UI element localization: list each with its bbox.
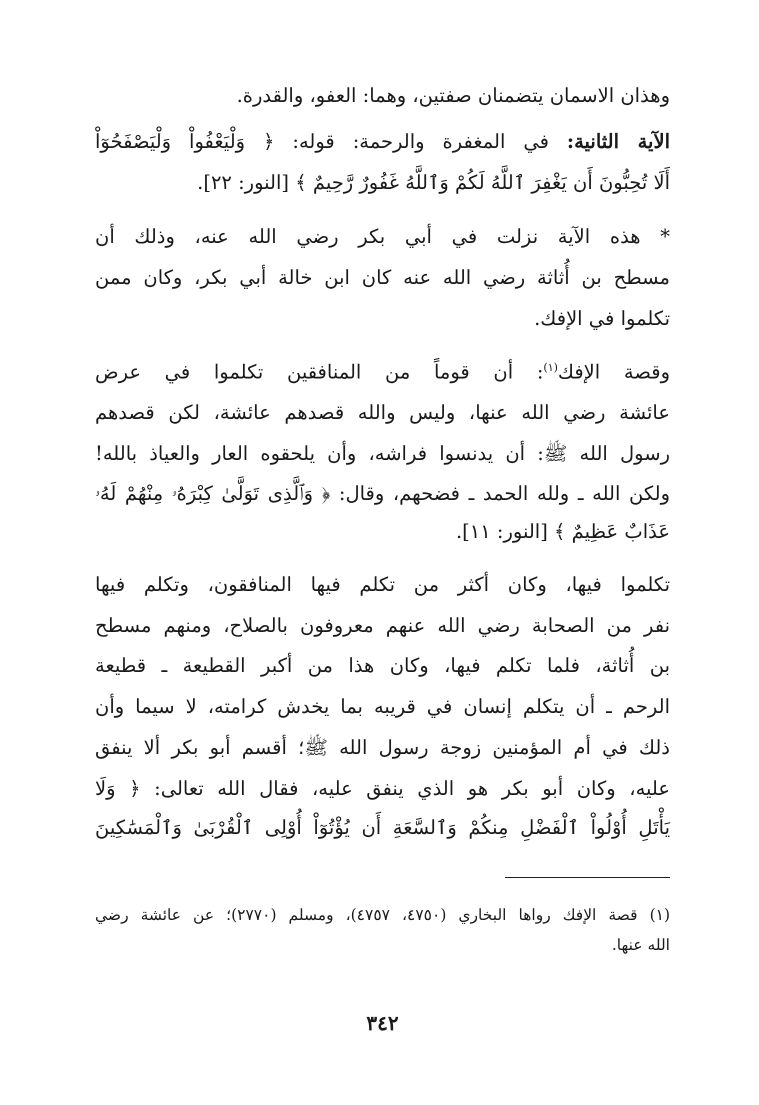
text-line-2 [95, 132, 670, 152]
text-line-9: رسول الله ﷺ: أن يدنسوا فراشه، وأن يلحقوه العار والعياذ بالله! [95, 442, 670, 465]
text-line-14: بن أُثاثة، فلما تكلم فيها، وكان هذا من أكبر القطيعة ـ قطيعة [95, 654, 670, 677]
text-line-4: * هذه الآية نزلت في أبي بكر رضي الله عنه، وذلك أن [95, 225, 670, 248]
text-line-13: نفر من الصحابة رضي الله عنهم معروفون بالصلاح، ومنهم مسطح [95, 614, 670, 637]
text-line-6: تكلموا في الإفك. [534, 307, 670, 330]
verse-intro: في المغفرة والرحمة: قوله: ﴿ وَلْيَعْفُواْ وَلْيَصْفَحُوٓاْ [95, 130, 567, 153]
text-line-7 [95, 362, 670, 382]
footnote-divider [505, 877, 670, 878]
text-line-10: ولكن الله ـ ولله الحمد ـ فضحهم، وقال: ﴿ وَٱلَّذِى تَوَلَّىٰ كِبْرَهُۥ مِنْهُمْ لَهُۥ [95, 482, 670, 505]
text-line-3: أَلَا تُحِبُّونَ أَن يَغْفِرَ ٱللَّهُ لَكُمْ وَٱللَّهُ غَفُورٌ رَّحِيمٌ ﴾ [النور: ٢٢]. [197, 171, 670, 194]
text-line-11: عَذَابٌ عَظِيمٌ ﴾ [النور: ١١]. [455, 520, 670, 543]
footnote-line-1: (١) قصة الإفك رواها البخاري (٤٧٥٠، ٤٧٥٧)، ومسلم (٢٧٧٠)؛ عن عائشة رضي [95, 906, 671, 924]
text-line-7-rest: : أن قوماً من المنافقين تكلموا في عرض [95, 360, 544, 384]
text-line-1: وهذان الاسمان يتضمنان صفتين، وهما: العفو، والقدرة. [236, 84, 670, 107]
footnote-line-2: الله عنها. [611, 936, 670, 954]
book-page [95, 0, 670, 1105]
text-line-12: تكلموا فيها، وكان أكثر من تكلم فيها المنافقون، وتكلم فيها [95, 573, 670, 596]
text-line-16: ذلك في أم المؤمنين زوجة رسول الله ﷺ؛ أقسم أبو بكر ألا ينفق [95, 736, 670, 759]
text-line-17: عليه، وكان أبو بكر هو الذي ينفق عليه، فقال الله تعالى: ﴿ وَلَا [95, 777, 670, 800]
text-line-5: مسطح بن أُثاثة رضي الله عنه كان ابن خالة أبي بكر، وكان ممن [95, 266, 670, 289]
text-line-2-content [95, 130, 670, 153]
text-line-15: الرحم ـ أن يتكلم إنسان في قريبه بما يخدش كرامته، لا سيما وأن [95, 695, 670, 718]
page-number: ٣٤٢ [366, 1011, 399, 1035]
footnote-marker: (١) [543, 361, 558, 374]
text-line-18: يَأْتَلِ أُوْلُواْ ٱلْفَضْلِ مِنكُمْ وَٱلسَّعَةِ أَن يُؤْتُوٓاْ أُوْلِى ٱلْقُرْبَىٰ وَٱلْمَسَٰكِينَ [95, 816, 670, 839]
verse-heading: الآية الثانية: [566, 130, 671, 153]
text-line-8: عائشة رضي الله عنها، وليس والله قصدهم عائشة، لكن قصدهم [95, 401, 670, 424]
ifk-story-label: وقصة الإفك [557, 360, 670, 384]
